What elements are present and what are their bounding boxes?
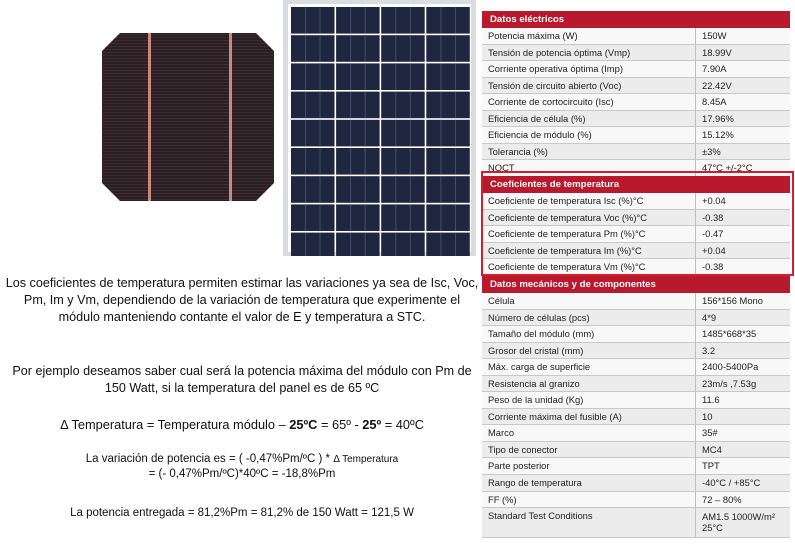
- panel-cell: [381, 92, 425, 119]
- table-row: [482, 78, 790, 95]
- panel-cell: [381, 35, 425, 62]
- cell-busbar: [396, 63, 397, 90]
- variation-text: La variación de potencia es = ( -0,47%Pm/ºC ) *: [85, 453, 334, 465]
- panel-cell: [381, 120, 425, 147]
- cell-busbar: [350, 233, 351, 256]
- cell-busbar: [455, 7, 456, 34]
- row-label: Corriente operativa óptima (Imp): [482, 61, 696, 77]
- table-row: [482, 409, 790, 426]
- table-row: [482, 376, 790, 393]
- row-value: +0.04: [702, 244, 726, 256]
- panel-cell: [291, 148, 335, 175]
- row-value: 47°C +/-2°C: [702, 162, 753, 174]
- cell-busbar: [350, 148, 351, 175]
- cell-busbar: [396, 204, 397, 231]
- cell-busbar: [320, 233, 321, 256]
- panel-cell: [426, 233, 470, 256]
- row-label: Grosor del cristal (mm): [482, 343, 696, 359]
- cell-busbar: [365, 233, 366, 256]
- table-row: [482, 94, 790, 111]
- coefficients-explanation: Los coeficientes de temperatura permiten estimar las variaciones ya sea de Isc, Voc, Pm, Im y Vm, dependiendo de la variación de temperatura que experimente el módulo manteniendo contante el valor de E y temperatura a STC.: [5, 276, 479, 324]
- mechanical-data-header: Datos mecánicos y de componentes: [482, 276, 790, 293]
- cell-busbar: [320, 120, 321, 147]
- cell-busbar: [410, 176, 411, 203]
- delta-equation-part: = 65º -: [317, 417, 363, 432]
- table-row: [482, 392, 790, 409]
- cell-busbar: [305, 35, 306, 62]
- cell-busbar: [350, 204, 351, 231]
- cell-busbar: [410, 35, 411, 62]
- table-row: [482, 343, 790, 360]
- row-label: Peso de la unidad (Kg): [482, 392, 696, 408]
- row-value: MC4: [702, 443, 722, 455]
- row-value: 11.6: [702, 394, 720, 406]
- mechanical-data-table: [482, 293, 790, 538]
- cell-busbar: [410, 63, 411, 90]
- solar-cell-image: [102, 33, 274, 201]
- cell-busbar: [305, 120, 306, 147]
- panel-cell: [381, 63, 425, 90]
- cell-busbar: [350, 7, 351, 34]
- delivered-power-equation: La potencia entregada = 81,2%Pm = 81,2% de 150 Watt = 121,5 W: [70, 507, 414, 519]
- panel-cell: [426, 204, 470, 231]
- row-label: Resistencia al granizo: [482, 376, 696, 392]
- cell-busbar: [350, 35, 351, 62]
- row-value: 22.42V: [702, 79, 732, 91]
- spec-sheet: [482, 8, 795, 547]
- cell-busbar: [455, 204, 456, 231]
- cell-busbar: [396, 233, 397, 256]
- panel-cell: [336, 204, 380, 231]
- cell-busbar: [350, 176, 351, 203]
- row-label: Eficiencia de célula (%): [482, 111, 696, 127]
- row-label: Número de células (pcs): [482, 310, 696, 326]
- row-label: Coeficiente de temperatura Isc (%)°C: [482, 193, 696, 209]
- table-row: [482, 243, 790, 260]
- table-row: [482, 425, 790, 442]
- row-label: Potencia máxima (W): [482, 28, 696, 44]
- row-label: Tipo de conector: [482, 442, 696, 458]
- cell-busbar: [396, 7, 397, 34]
- panel-cell: [426, 35, 470, 62]
- cell-busbar: [320, 176, 321, 203]
- cell-busbar: [350, 92, 351, 119]
- cell-busbar: [455, 35, 456, 62]
- delta-equation-part: Δ Temperatura = Temperatura módulo –: [60, 417, 290, 432]
- cell-busbar: [410, 204, 411, 231]
- cell-busbar: [320, 63, 321, 90]
- cell-busbar: [455, 148, 456, 175]
- cell-busbar: [320, 7, 321, 34]
- cell-busbar: [396, 176, 397, 203]
- cell-busbar: [365, 176, 366, 203]
- variation-result: = (- 0,47%Pm/ºC)*40ºC = -18,8%Pm: [148, 468, 336, 480]
- row-value: -0.38: [702, 261, 724, 273]
- row-label: Coeficiente de temperatura Im (%)°C: [482, 243, 696, 259]
- table-row: [482, 127, 790, 144]
- row-label: Corriente de cortocircuito (Isc): [482, 94, 696, 110]
- table-row: [482, 259, 790, 276]
- cell-busbar: [365, 7, 366, 34]
- row-value: AM1.5 1000W/m² 25°C: [702, 511, 775, 534]
- delta-temperature-equation: [4, 416, 480, 433]
- table-row: [482, 475, 790, 492]
- cell-busbar: [455, 92, 456, 119]
- cell-busbar: [396, 148, 397, 175]
- cell-busbar: [410, 92, 411, 119]
- cell-busbar: [410, 148, 411, 175]
- row-label: Corriente máxima del fusible (A): [482, 409, 696, 425]
- table-row: [482, 442, 790, 459]
- cell-busbar: [441, 176, 442, 203]
- panel-cell: [426, 92, 470, 119]
- row-label: Tolerancia (%): [482, 144, 696, 160]
- row-value: 156*156 Mono: [702, 295, 763, 306]
- panel-cell: [381, 148, 425, 175]
- cell-busbar: [320, 204, 321, 231]
- cell-busbar: [365, 204, 366, 231]
- cell-busbar: [455, 63, 456, 90]
- row-value: +0.04: [702, 195, 726, 206]
- row-label: Coeficiente de temperatura Vm (%)°C: [482, 259, 696, 275]
- row-label: Tamaño del módulo (mm): [482, 326, 696, 342]
- electric-data-table: [482, 28, 790, 177]
- row-label: Célula: [482, 293, 696, 309]
- cell-busbar: [396, 35, 397, 62]
- table-row: [482, 28, 790, 45]
- temperature-coefficients-table: [482, 193, 790, 276]
- panel-cell: [291, 120, 335, 147]
- panel-cell: [426, 176, 470, 203]
- row-label: NOCT: [482, 160, 696, 176]
- cell-busbar: [320, 148, 321, 175]
- row-value: 17.96%: [702, 112, 734, 124]
- row-value: -0.47: [702, 228, 724, 240]
- table-row: [482, 111, 790, 128]
- panel-cell: [426, 120, 470, 147]
- cell-busbar: [441, 204, 442, 231]
- cell-busbar: [455, 233, 456, 256]
- cell-busbar: [365, 35, 366, 62]
- panel-cell: [336, 233, 380, 256]
- table-row: [482, 326, 790, 343]
- panel-cell: [336, 63, 380, 90]
- panel-cell: [336, 35, 380, 62]
- power-variation-equation: [4, 452, 480, 482]
- row-label: Marco: [482, 425, 696, 441]
- panel-cell: [381, 176, 425, 203]
- table-row: [482, 492, 790, 509]
- cell-busbar: [320, 92, 321, 119]
- panel-cell: [381, 204, 425, 231]
- cell-busbar: [305, 92, 306, 119]
- delta-equation-bold: 25ºC: [289, 417, 318, 432]
- table-row: [482, 226, 790, 243]
- row-value: -40°C / +85°C: [702, 477, 761, 489]
- table-row: [482, 310, 790, 327]
- panel-cell: [426, 7, 470, 34]
- cell-busbar: [441, 120, 442, 147]
- table-row: [482, 61, 790, 78]
- row-value: 18.99V: [702, 46, 732, 58]
- cell-busbar: [305, 233, 306, 256]
- table-row: [482, 210, 790, 227]
- row-label: Tensión de circuito abierto (Voc): [482, 78, 696, 94]
- table-row: [482, 193, 790, 210]
- cell-busbar: [441, 148, 442, 175]
- cell-busbar: [441, 7, 442, 34]
- row-label: Tensión de potencia óptima (Vmp): [482, 45, 696, 61]
- cell-busbar: [396, 92, 397, 119]
- row-label: Máx. carga de superficie: [482, 359, 696, 375]
- row-value: 2400-5400Pa: [702, 361, 759, 373]
- row-label: FF (%): [482, 492, 696, 508]
- panel-cell: [336, 176, 380, 203]
- cell-busbar: [305, 7, 306, 34]
- row-value: 1485*668*35: [702, 328, 757, 340]
- cell-busbar: [320, 35, 321, 62]
- cell-busbar: [441, 35, 442, 62]
- cell-busbar: [350, 120, 351, 147]
- panel-cell: [381, 7, 425, 34]
- panel-cell: [336, 120, 380, 147]
- panel-cell: [291, 63, 335, 90]
- table-row: [482, 45, 790, 62]
- cell-busbar: [410, 7, 411, 34]
- cell-busbar: [350, 63, 351, 90]
- row-value: -0.38: [702, 211, 724, 223]
- row-value: 35#: [702, 427, 718, 439]
- row-label: Standard Test Conditions: [482, 508, 696, 537]
- cell-busbar: [396, 120, 397, 147]
- row-value: 10: [702, 410, 713, 422]
- cell-busbar: [441, 233, 442, 256]
- table-row: [482, 293, 790, 310]
- panel-cell: [291, 176, 335, 203]
- row-label: Rango de temperatura: [482, 475, 696, 491]
- cell-busbar: [441, 92, 442, 119]
- panel-cell: [336, 7, 380, 34]
- row-value: 15.12%: [702, 129, 734, 141]
- cell-busbar: [455, 120, 456, 147]
- panel-cell: [291, 92, 335, 119]
- row-value: 8.45A: [702, 96, 727, 108]
- row-value: 7.90A: [702, 63, 727, 75]
- row-label: Coeficiente de temperatura Voc (%)°C: [482, 210, 696, 226]
- cell-busbar: [365, 63, 366, 90]
- panel-cell: [426, 63, 470, 90]
- cell-busbar: [365, 120, 366, 147]
- row-value: TPT: [702, 460, 720, 472]
- row-value: 23m/s ,7.53g: [702, 377, 757, 389]
- panel-cell: [291, 7, 335, 34]
- temperature-coefficients-header: Coeficientes de temperatura: [482, 176, 790, 193]
- row-value: 4*9: [702, 311, 717, 323]
- variation-delta-label: Δ Temperatura: [333, 454, 399, 465]
- electric-data-header: Datos eléctricos: [482, 11, 790, 28]
- delta-equation-bold: 25º: [362, 417, 382, 432]
- row-label: Coeficiente de temperatura Pm (%)°C: [482, 226, 696, 242]
- cell-busbar: [410, 120, 411, 147]
- panel-cell: [291, 204, 335, 231]
- cell-busbar: [305, 63, 306, 90]
- panel-cell: [336, 92, 380, 119]
- example-statement: Por ejemplo deseamos saber cual será la potencia máxima del módulo con Pm de 150 Watt, si la temperatura del panel es de 65 ºC: [12, 364, 472, 395]
- cell-busbar: [305, 204, 306, 231]
- cell-busbar: [365, 92, 366, 119]
- row-label: Parte posterior: [482, 458, 696, 474]
- panel-cell: [291, 35, 335, 62]
- row-value: ±3%: [702, 145, 721, 157]
- row-label: Eficiencia de módulo (%): [482, 127, 696, 143]
- table-row: [482, 508, 790, 538]
- table-row: [482, 359, 790, 376]
- table-row: [482, 144, 790, 161]
- table-row: [482, 458, 790, 475]
- row-value: 72 – 80%: [702, 493, 742, 505]
- cell-busbar: [410, 233, 411, 256]
- cell-busbar: [441, 63, 442, 90]
- panel-cell: [426, 148, 470, 175]
- cell-busbar: [365, 148, 366, 175]
- solar-panel-image: [283, 0, 476, 256]
- delta-equation-part: = 40ºC: [381, 417, 424, 432]
- row-value: 150W: [702, 30, 727, 41]
- panel-cell: [291, 233, 335, 256]
- row-value: 3.2: [702, 344, 716, 356]
- cell-busbar: [455, 176, 456, 203]
- cell-busbar: [305, 148, 306, 175]
- panel-cell: [381, 233, 425, 256]
- panel-cell: [336, 148, 380, 175]
- table-row: [482, 160, 790, 177]
- cell-busbar: [305, 176, 306, 203]
